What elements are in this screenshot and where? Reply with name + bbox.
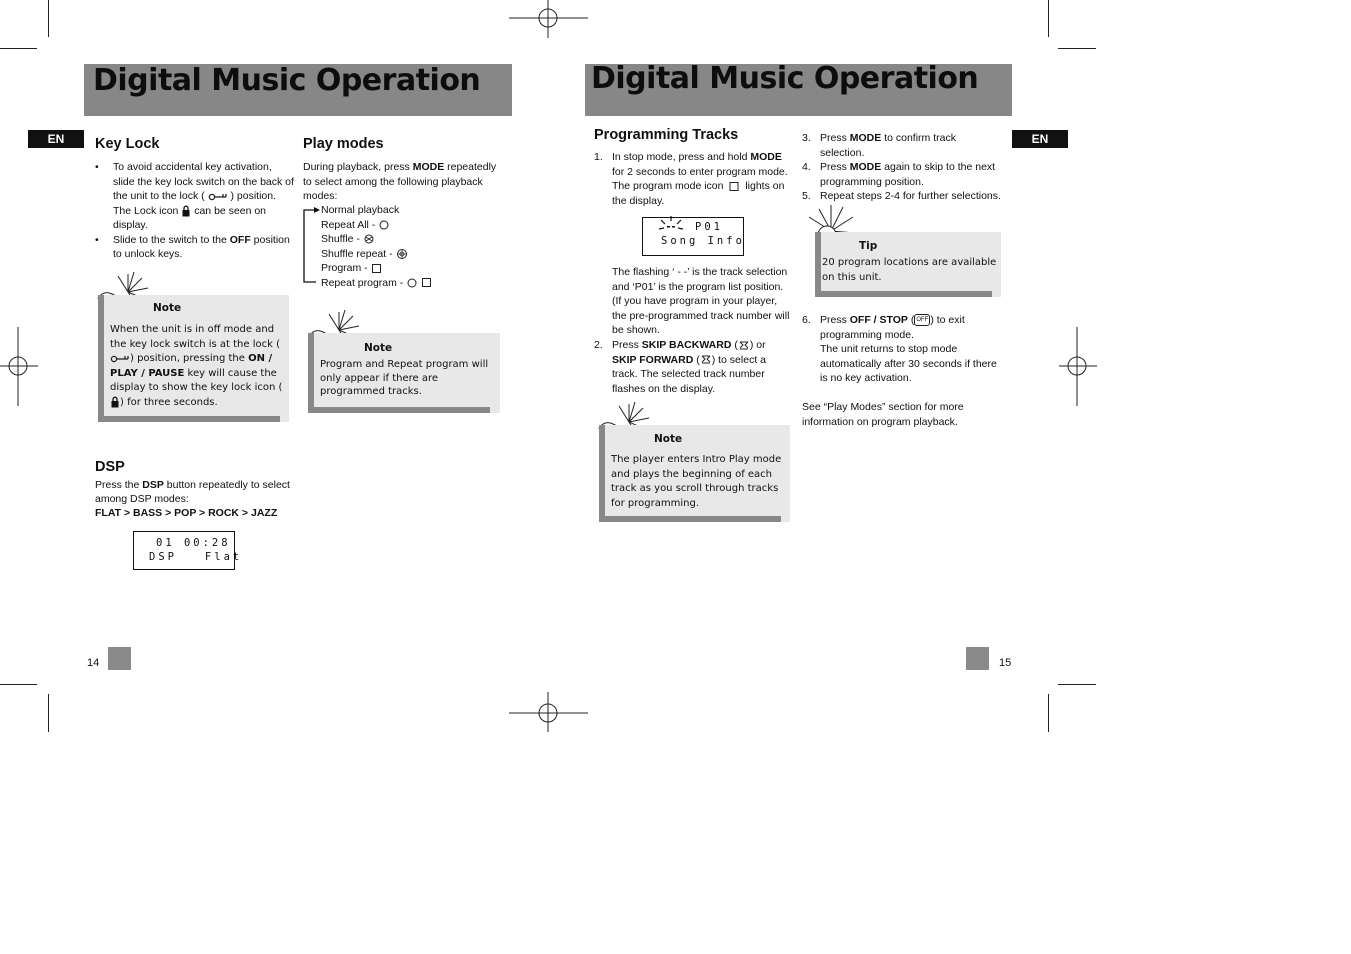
- repeat-icon: [406, 277, 418, 289]
- key-icon: [208, 191, 228, 201]
- shuffle-repeat-icon: [396, 248, 408, 260]
- key-icon: [110, 353, 130, 363]
- dsp-heading: DSP: [95, 459, 125, 475]
- left-language-tab: EN: [28, 130, 84, 148]
- mode-cycle-bracket: [300, 205, 322, 287]
- key-lock-heading: Key Lock: [95, 136, 160, 152]
- registration-mark-top: [509, 0, 589, 40]
- key-lock-bullet-2: • Slide to the switch to the OFF position to unlock keys.: [95, 233, 295, 262]
- play-modes-note-text: Program and Repeat program will only appear if there are programmed tracks.: [320, 359, 489, 397]
- crop-mark: [0, 48, 37, 49]
- dsp-text: Press the DSP button repeatedly to select among DSP modes:: [95, 479, 290, 505]
- registration-mark-bottom: [509, 692, 589, 734]
- left-page-banner: [84, 64, 512, 116]
- dsp-modes-line: FLAT > BASS > POP > ROCK > JAZZ: [95, 507, 278, 519]
- programming-steps-3-5: [802, 131, 1002, 204]
- crop-mark: [1058, 48, 1096, 49]
- programming-note: [599, 425, 790, 522]
- shuffle-icon: [363, 233, 375, 245]
- right-language-tab: EN: [1012, 130, 1068, 148]
- program-lcd-display: [642, 217, 744, 256]
- registration-mark-left: [0, 327, 40, 407]
- mode-shuffle-repeat: Shuffle repeat -: [321, 247, 501, 262]
- tip-text: 20 program locations are available on this unit.: [822, 257, 997, 283]
- crop-mark: [0, 684, 37, 685]
- right-page-number: 15: [999, 657, 1012, 669]
- tip-box: [815, 232, 1001, 297]
- programming-step-2: 2. Press SKIP BACKWARD ( ) or SKIP FORWARD ( ) to select a track. The selected track number flashes on the display.: [594, 339, 766, 395]
- play-modes-note: [308, 333, 500, 413]
- lcd-line-2: DSP Flat: [149, 551, 243, 563]
- crop-mark: [48, 0, 49, 37]
- crop-mark: [48, 694, 49, 732]
- mode-repeat-all: Repeat All -: [321, 218, 501, 233]
- right-page-banner: [585, 61, 1012, 116]
- play-modes-intro: During playback, press MODE repeatedly to select among the following playback modes:: [303, 161, 497, 202]
- repeat-icon: [378, 219, 390, 231]
- left-page-marker: [108, 647, 131, 670]
- flash-indicator-icon: [657, 216, 687, 236]
- note-label: Note: [364, 342, 393, 354]
- lcd-line-2: Song Info: [661, 235, 745, 247]
- mode-shuffle: Shuffle -: [321, 232, 501, 247]
- program-icon: [421, 277, 432, 288]
- programming-step-5: 5. Repeat steps 2-4 for further selections.: [802, 190, 1001, 202]
- crop-mark: [1048, 0, 1049, 37]
- left-page-number: 14: [87, 657, 100, 669]
- program-icon: [371, 263, 382, 274]
- play-modes-list: [321, 203, 501, 290]
- registration-mark-right: [1058, 327, 1098, 407]
- mode-repeat-program: Repeat program -: [321, 276, 501, 291]
- lcd-line-1: P01: [695, 221, 723, 233]
- tip-label: Tip: [859, 240, 878, 252]
- lock-icon: [110, 396, 120, 408]
- see-play-modes-text: See “Play Modes” section for more information on program playback.: [802, 401, 964, 428]
- flashing-explanation: The flashing ‘ - -’ is the track selection and ‘P01’ is the program list position. (If you have program in your player, the pre-programmed track number will be shown.: [612, 266, 790, 336]
- programming-step-4: 4. Press MODE again to skip to the next programming position.: [802, 161, 996, 188]
- mode-program: Program -: [321, 261, 501, 276]
- programming-heading: Programming Tracks: [594, 127, 739, 143]
- key-lock-note: [98, 295, 289, 422]
- lock-icon: [181, 205, 191, 217]
- key-lock-bullet-1: • To avoid accidental key activation, slide the key lock switch on the back of the unit to the lock ( ) position. The Lock icon can be seen on display.: [95, 160, 295, 233]
- crop-mark: [1048, 694, 1049, 732]
- right-page-title: Digital Music Operation: [591, 61, 979, 96]
- note-label: Note: [654, 433, 683, 445]
- program-icon: [726, 181, 742, 192]
- play-modes-heading: Play modes: [303, 136, 384, 152]
- programming-step-6: 6. Press OFF / STOP ( OFF ) to exit programming mode. The unit returns to stop mode automatically after 30 seconds if there is no key activation.: [802, 314, 997, 384]
- skip-backward-icon: [738, 340, 750, 351]
- programming-step-3: 3. Press MODE to confirm track selection.: [802, 132, 956, 159]
- right-page-marker: [966, 647, 989, 670]
- off-button-icon: OFF: [914, 314, 930, 326]
- note-label: Note: [153, 302, 182, 314]
- programming-step-1: 1. In stop mode, press and hold MODE for 2 seconds to enter program mode. The program mode icon lights on the display.: [594, 151, 788, 207]
- crop-mark: [1058, 684, 1096, 685]
- key-lock-note-text: When the unit is in off mode and the key lock switch is at the lock () position, pressing the ON / PLAY / PAUSE key will cause the display to show the key lock icon () for three seconds.: [110, 324, 283, 408]
- key-lock-bullets: [95, 160, 295, 262]
- programming-note-text: The player enters Intro Play mode and plays the beginning of each track as you scroll through tracks for programming.: [611, 454, 782, 509]
- skip-forward-icon: [700, 354, 712, 365]
- lcd-line-1: 01 00:28: [156, 537, 231, 549]
- dsp-lcd-display: [133, 531, 243, 570]
- left-page-title: Digital Music Operation: [93, 63, 481, 98]
- mode-normal-playback: Normal playback: [321, 204, 400, 216]
